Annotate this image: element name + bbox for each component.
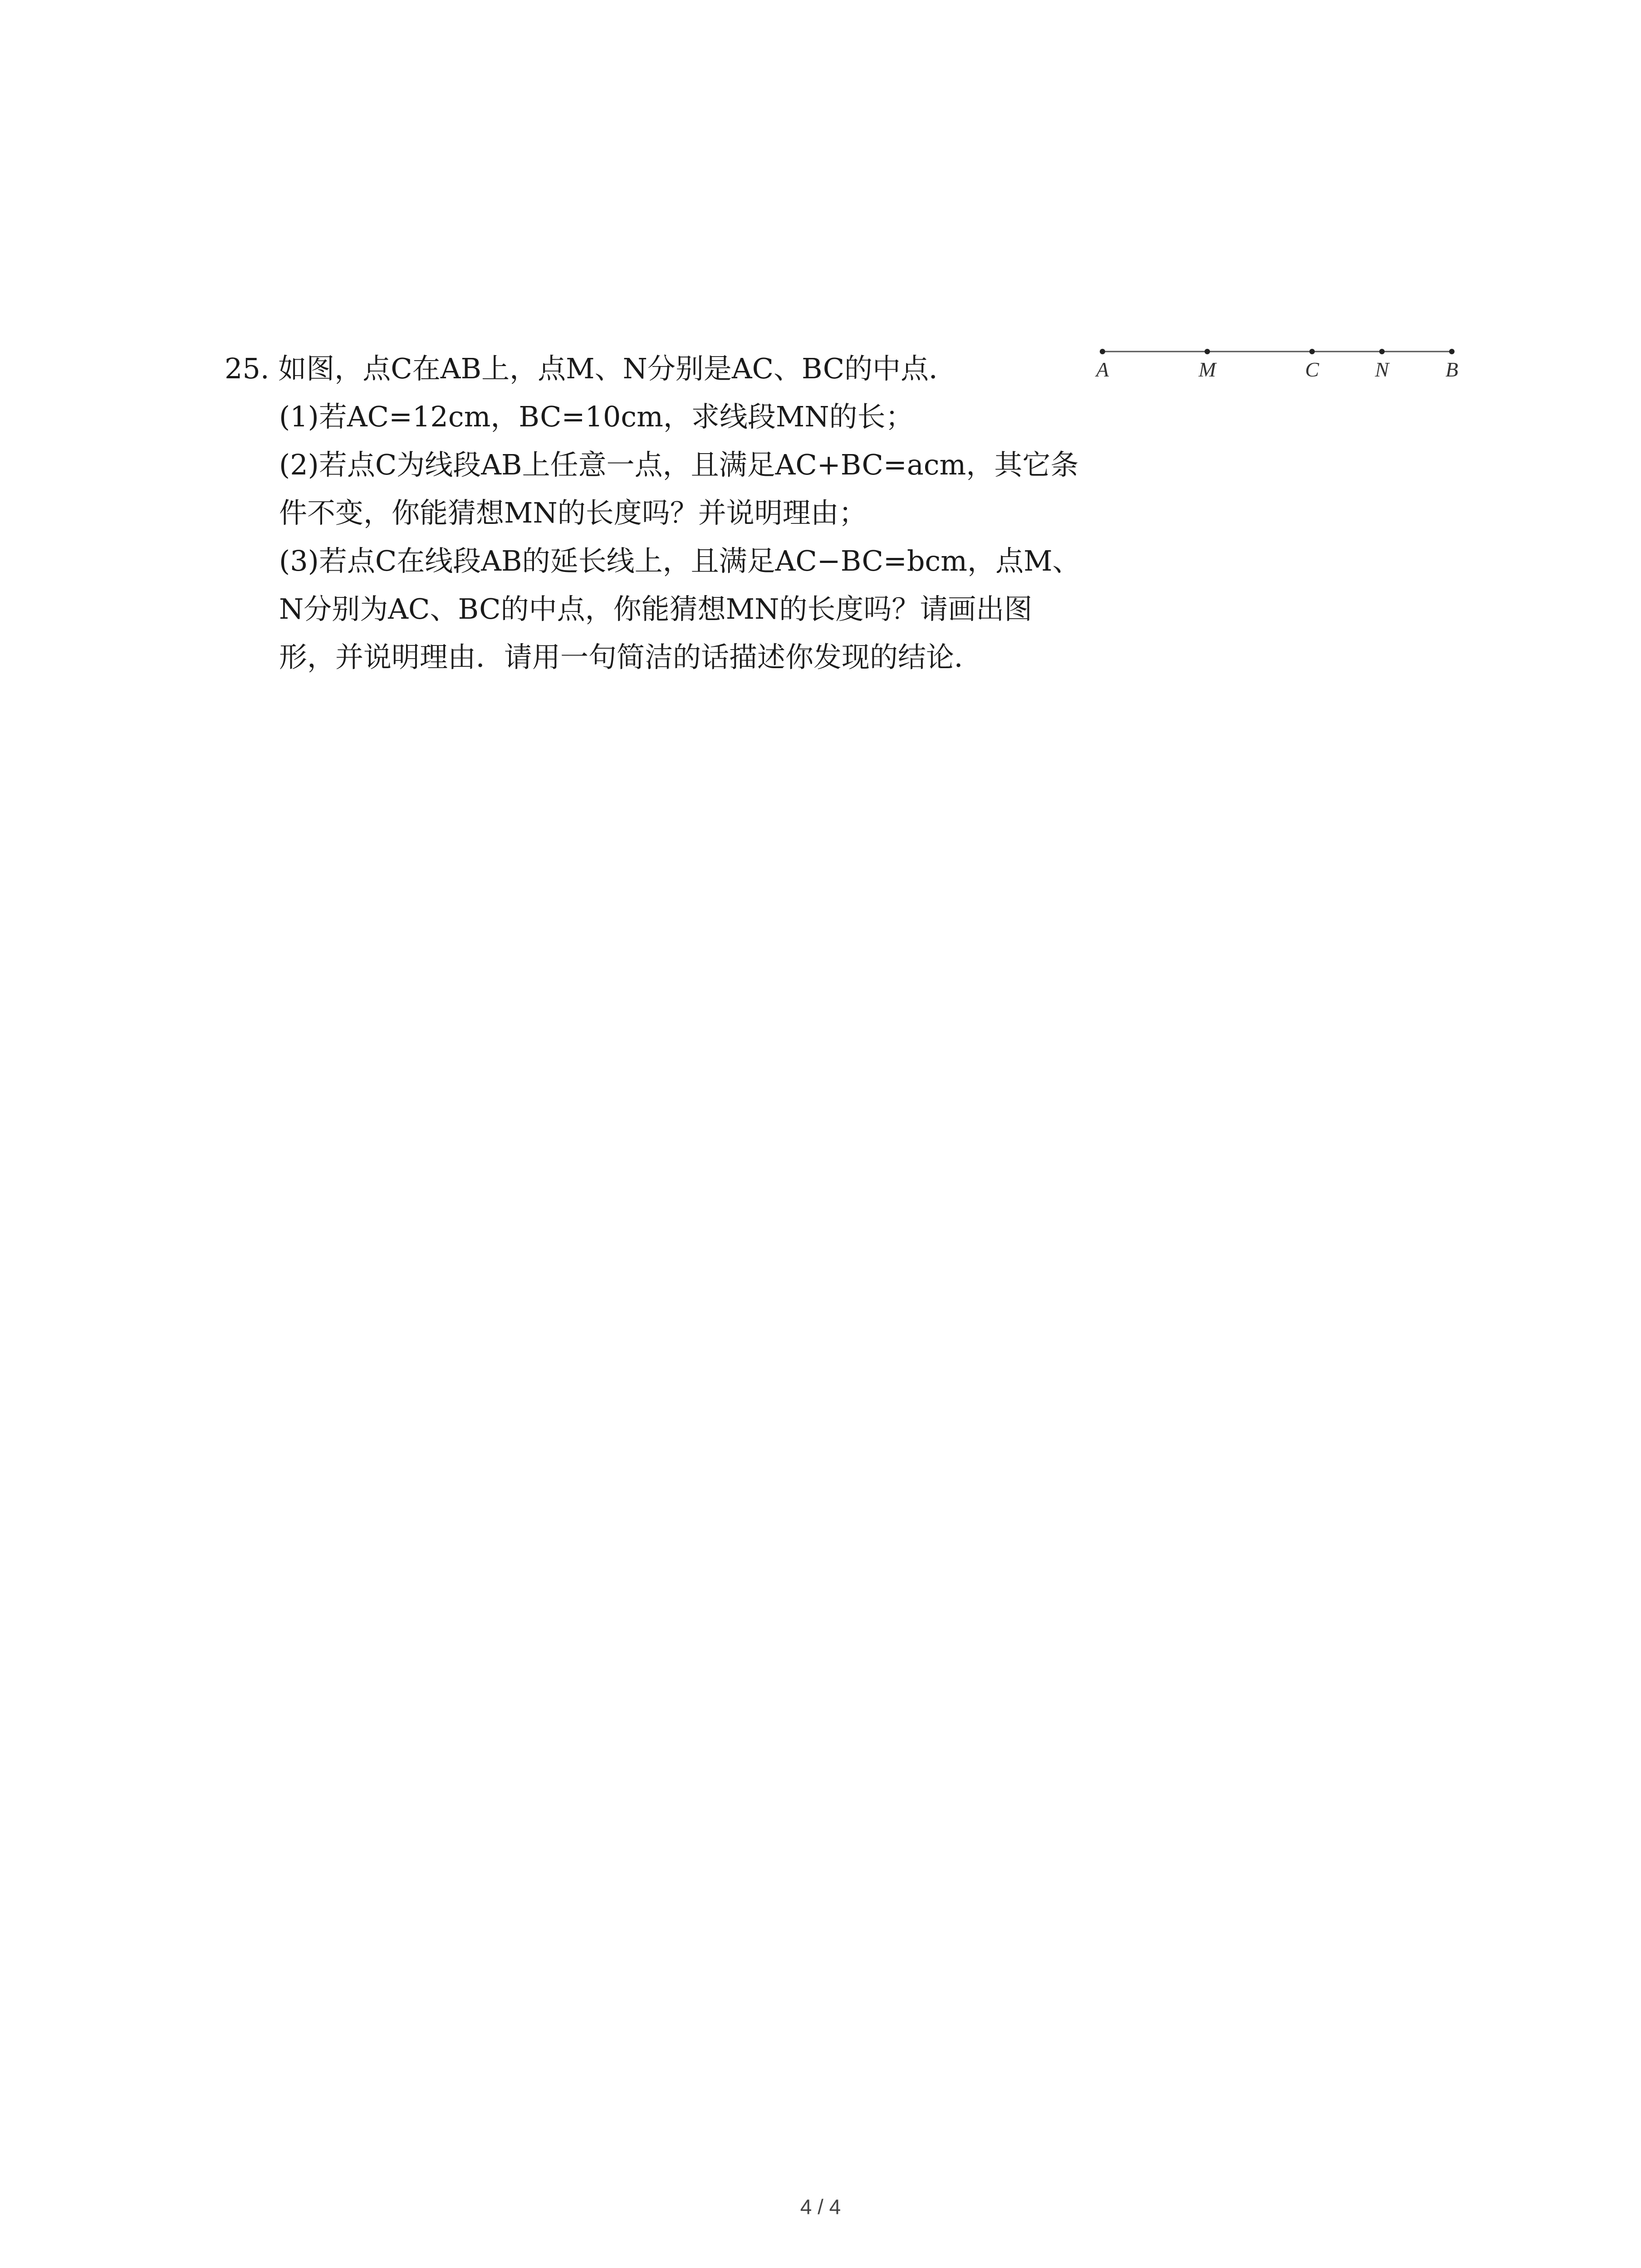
part-3-line-3: 形，并说明理由．请用一句简洁的话描述你发现的结论． <box>279 640 983 674</box>
problem-25 <box>225 345 1087 681</box>
point-a-label: A <box>1096 358 1109 381</box>
point-m-label: M <box>1198 358 1216 381</box>
point-c-label: C <box>1305 358 1319 381</box>
part-2-line-2: 件不变，你能猜想MN的长度吗？并说明理由； <box>279 496 867 529</box>
segment-diagram <box>1089 336 1465 390</box>
part-1-line: (1)若AC=12cm，BC=10cm，求线段MN的长； <box>279 400 914 433</box>
point-b-dot <box>1449 349 1455 354</box>
part-3-line-1: (3)若点C在线段AB的延长线上，且满足AC−BC=bcm，点M、 <box>279 544 1081 577</box>
point-n-dot <box>1379 349 1385 354</box>
point-c-dot <box>1309 349 1315 354</box>
segment-figure <box>1089 336 1465 390</box>
problem-statement: 25. 如图，点C在AB上，点M、N分别是AC、BC的中点． <box>225 352 957 385</box>
point-b-label: B <box>1445 358 1459 381</box>
point-n-label: N <box>1375 358 1389 381</box>
part-2-line-1: (2)若点C为线段AB上任意一点，且满足AC+BC=acm，其它条 <box>279 448 1079 481</box>
point-m-dot <box>1205 349 1210 354</box>
segment-points <box>1095 349 1458 381</box>
part-3-line-2: N分别为AC、BC的中点，你能猜想MN的长度吗？请画出图 <box>279 592 1033 626</box>
point-a-dot <box>1100 349 1105 354</box>
page-number: 4 / 4 <box>800 2195 841 2219</box>
